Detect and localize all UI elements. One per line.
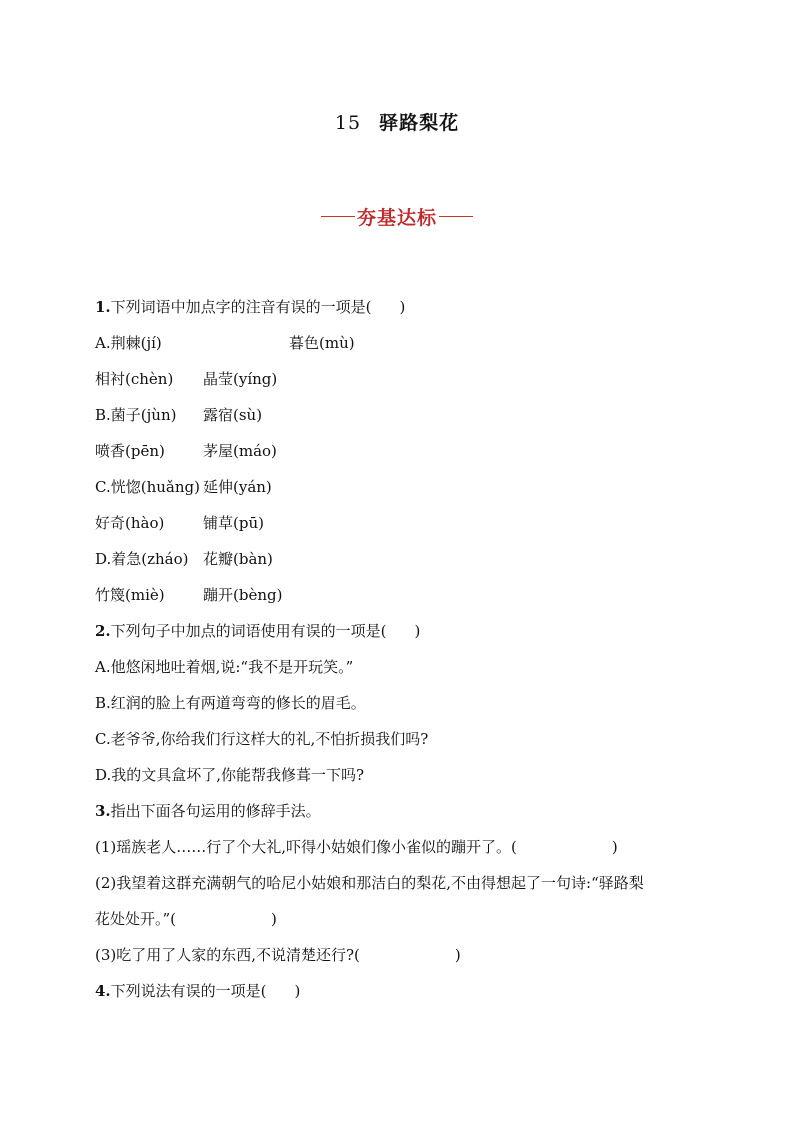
question-text: 指出下面各句运用的修辞手法。 [110, 802, 321, 820]
q2-option: D.我的文具盒坏了,你能帮我修葺一下吗? [95, 766, 365, 784]
question-text: 下列词语中加点字的注音有误的一项是( [110, 298, 372, 316]
q1-option-row [95, 583, 715, 619]
q3-paren-close: ) [271, 910, 277, 928]
q1-word: 竹篾(miè) [95, 586, 165, 604]
q2-option: C.老爷爷,你给我们行这样大的礼,不怕折损我们吗? [95, 730, 429, 748]
q1-option-row [95, 367, 715, 403]
question-text: 下列说法有误的一项是( [110, 982, 267, 1000]
question-3-stem [95, 799, 715, 835]
section-header [0, 203, 794, 230]
question-2-stem [95, 619, 715, 655]
q3-item [95, 943, 715, 979]
section-rule-left [321, 216, 355, 217]
q1-word: B.菌子(jùn) [95, 406, 177, 424]
question-number: 4. [95, 982, 111, 1000]
question-number: 3. [95, 802, 111, 820]
question-paren-close: ) [414, 622, 421, 640]
q1-option-row [95, 511, 715, 547]
q1-option-row [95, 547, 715, 583]
q1-word: 露宿(sù) [203, 406, 263, 424]
lesson-number: 15 [334, 112, 362, 134]
q1-option-row [95, 439, 715, 475]
section-label: 夯基达标 [356, 207, 437, 229]
q1-word: 茅屋(máo) [203, 442, 277, 460]
question-1-stem [95, 295, 715, 331]
q1-option-row [95, 331, 715, 367]
question-4-stem [95, 979, 715, 1015]
q3-item-text: (3)吃了用了人家的东西,不说清楚还行?( [95, 946, 360, 964]
q1-word: D.着急(zháo) [95, 550, 189, 568]
question-number: 2. [95, 622, 111, 640]
q1-option-row [95, 403, 715, 439]
q1-option-row [95, 475, 715, 511]
q1-word: 喷香(pēn) [95, 442, 165, 460]
question-paren-close: ) [399, 298, 406, 316]
q1-word: 晶莹(yíng) [203, 370, 278, 388]
question-text: 下列句子中加点的词语使用有误的一项是( [110, 622, 387, 640]
question-paren-close: ) [294, 982, 301, 1000]
page-title [0, 108, 794, 135]
q1-word: 铺草(pū) [203, 514, 264, 532]
exercise-content [95, 295, 715, 1015]
q3-item-text: 花处处开。”( [95, 910, 177, 928]
q1-word: 相衬(chèn) [95, 370, 174, 388]
q3-item [95, 835, 715, 871]
q1-word: 花瓣(bàn) [203, 550, 273, 568]
q2-option: A.他悠闲地吐着烟,说:“我不是开玩笑。” [95, 658, 354, 676]
q1-word: A.荆棘(jí) [95, 334, 162, 352]
q1-word: 延伸(yán) [203, 478, 272, 496]
q1-word: 好奇(hào) [95, 514, 165, 532]
q2-option: B.红润的脸上有两道弯弯的修长的眉毛。 [95, 694, 366, 712]
q3-item-text: (1)瑶族老人……行了个大礼,吓得小姑娘们像小雀似的蹦开了。( [95, 838, 517, 856]
question-number: 1. [95, 298, 111, 316]
q3-paren-close: ) [454, 946, 461, 964]
q3-item: (2)我望着这群充满朝气的哈尼小姑娘和那洁白的梨花,不由得想起了一句诗:“驿路梨 [95, 874, 644, 892]
q1-word: C.恍惚(huǎng) [95, 478, 200, 496]
lesson-title: 驿路梨花 [379, 112, 460, 134]
q3-item-continued [95, 907, 715, 943]
q3-paren-close: ) [611, 838, 618, 856]
section-rule-right [439, 216, 473, 217]
q1-word: 蹦开(bèng) [203, 586, 283, 604]
q1-word: 暮色(mù) [289, 334, 355, 352]
